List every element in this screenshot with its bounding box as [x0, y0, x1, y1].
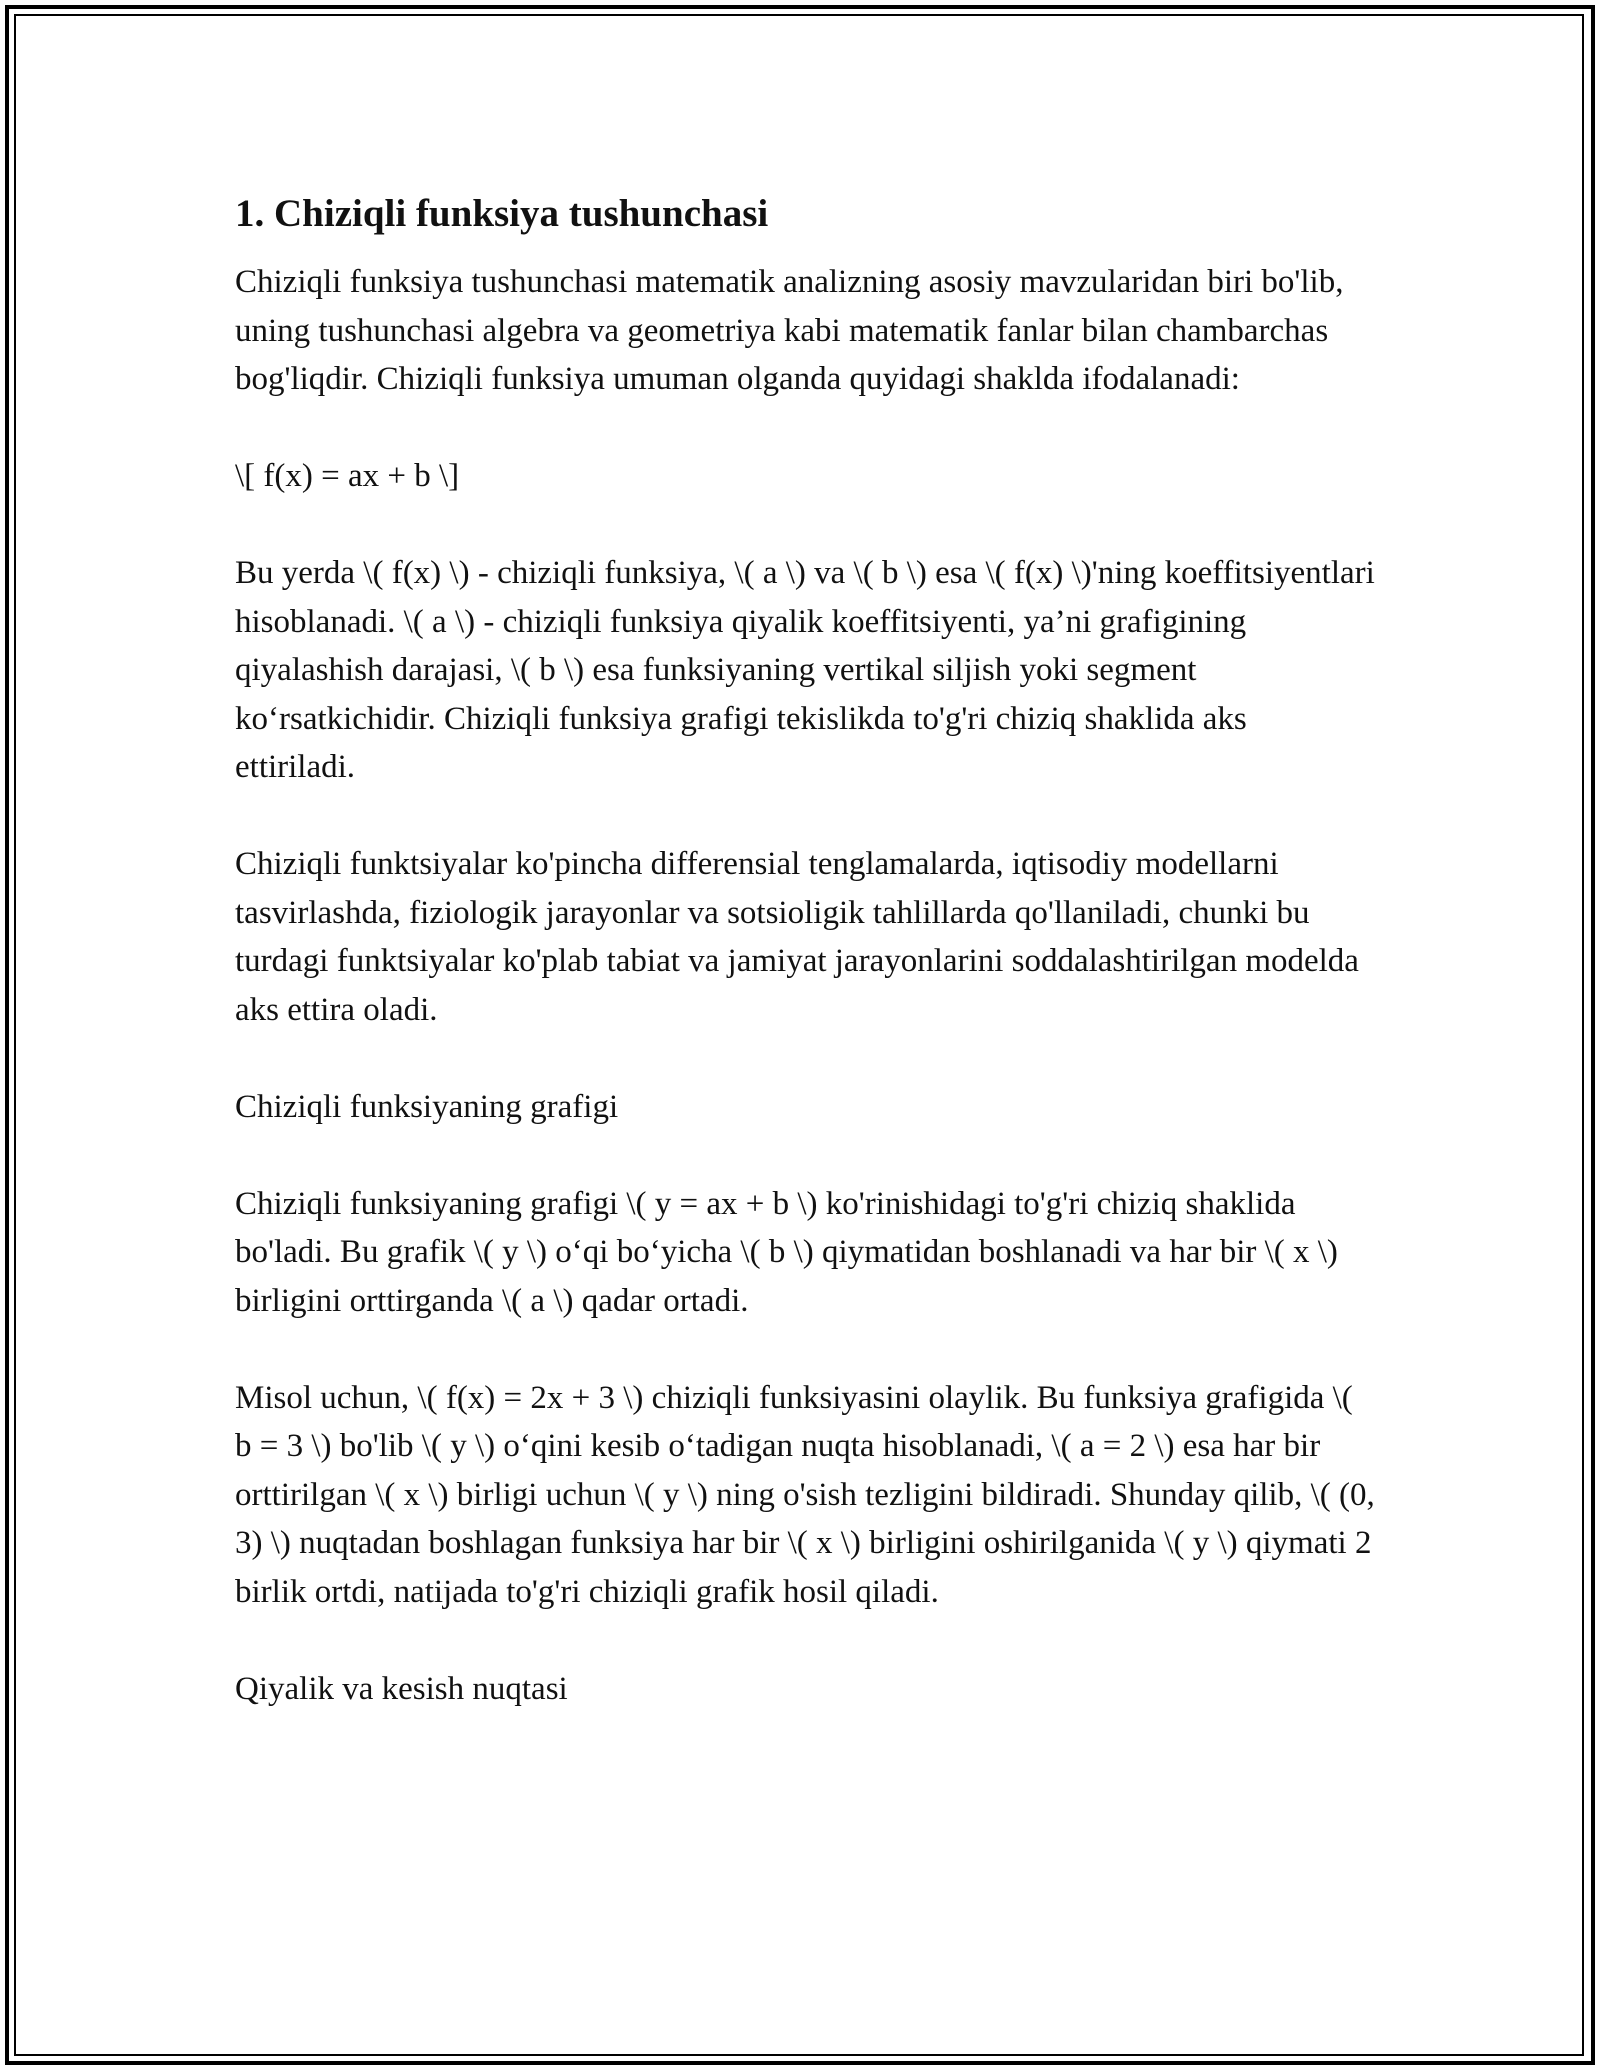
subheading-graph: Chiziqli funksiyaning grafigi	[235, 1088, 619, 1125]
paragraph-applications: Chiziqli funktsiyalar ko'pincha differensial tenglamalarda, iqtisodiy modellarni tasvirlashda, fiziologik jarayonlar va sotsioligik tahlillarda qo'llaniladi, chunki bu turdagi funktsiyalar ko'plab tabiat va jamiyat jarayonlarini soddalashtirilgan modelda aks ettira oladi.	[235, 846, 1359, 1028]
paragraph-formula: \[ f(x) = ax + b \]	[235, 458, 460, 494]
document-body	[235, 184, 1375, 1762]
paragraph-graph: Chiziqli funksiyaning grafigi \( y = ax + b \) ko'rinishidagi to'g'ri chiziq shaklida bo'ladi. Bu grafik \( y \) o‘qi bo‘yicha \( b \) qiymatidan boshlanadi va har bir \( x \) birligini orttirganda \( a \) qadar ortadi.	[235, 1185, 1338, 1319]
section-heading: 1. Chiziqli funksiya tushunchasi	[235, 192, 769, 235]
paragraph-coefficients: Bu yerda \( f(x) \) - chiziqli funksiya, \( a \) va \( b \) esa \( f(x) \)'ning koeffitsiyentlari hisoblanadi. \( a \) - chiziqli funksiya qiyalik koeffitsiyenti, ya’ni grafigining qiyalashish darajasi, \( b \) esa funksiyaning vertikal siljish yoki segment ko‘rsatkichidir. Chiziqli funksiya grafigi tekislikda to'g'ri chiziq shaklida aks ettiriladi.	[235, 555, 1375, 785]
subheading-slope-intercept: Qiyalik va kesish nuqtasi	[235, 1670, 568, 1707]
paragraph-example: Misol uchun, \( f(x) = 2x + 3 \) chiziqli funksiyasini olaylik. Bu funksiya grafigida \( b = 3 \) bo'lib \( y \) o‘qini kesib o‘tadigan nuqta hisoblanadi, \( a = 2 \) esa har bir orttirilgan \( x \) birligi uchun \( y \) ning o'sish tezligini bildiradi. Shunday qilib, \( (0, 3) \) nuqtadan boshlagan funksiya har bir \( x \) birligini oshirilganida \( y \) qiymati 2 birlik ortdi, natijada to'g'ri chiziqli grafik hosil qiladi.	[235, 1379, 1375, 1610]
paragraph-intro: Chiziqli funksiya tushunchasi matematik analizning asosiy mavzularidan biri bo'lib, uning tushunchasi algebra va geometriya kabi matematik fanlar bilan chambarchas bog'liqdir. Chiziqli funksiya umuman olganda quyidagi shaklda ifodalanadi:	[235, 264, 1344, 397]
